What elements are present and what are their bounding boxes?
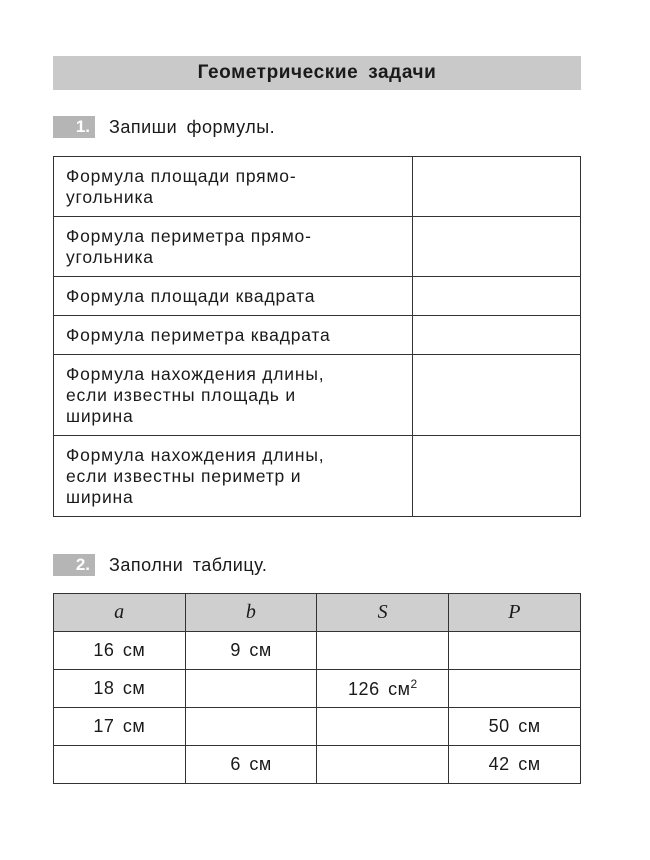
formula-answer-cell[interactable] [413,355,581,436]
column-header-a: a [54,594,186,632]
section-title: Геометрические задачи [197,62,437,83]
formula-prompt: Формула нахождения длины, если известны периметр и ширина [54,436,413,517]
formula-answer-cell[interactable] [413,217,581,277]
table-cell-empty[interactable] [185,670,317,708]
table-row [54,746,581,784]
formula-answer-cell[interactable] [413,277,581,316]
table-cell: 50 см [449,708,581,746]
task-2-instruction: Заполни таблицу. [109,554,268,575]
table-cell: 18 см [54,670,186,708]
fill-table [53,593,581,784]
table-row [54,316,581,355]
table-cell: 42 см [449,746,581,784]
table-cell-empty[interactable] [317,746,449,784]
formulas-table [53,156,581,517]
table-row [54,670,581,708]
table-cell: 6 см [185,746,317,784]
column-header-s: S [317,594,449,632]
table-cell-empty[interactable] [317,708,449,746]
table-cell: 17 см [54,708,186,746]
area-value: 126 см [348,679,411,699]
task-2-heading [53,554,267,576]
formula-prompt: Формула нахождения длины, если известны площадь и ширина [54,355,413,436]
table-cell-empty[interactable] [449,632,581,670]
table-header-row [54,594,581,632]
task-1-instruction: Запиши формулы. [109,116,276,137]
table-row [54,217,581,277]
task-1-number: 1. [53,116,95,138]
table-cell: 9 см [185,632,317,670]
task-2-number: 2. [53,554,95,576]
table-cell [317,670,449,708]
formula-answer-cell[interactable] [413,436,581,517]
table-row [54,355,581,436]
table-row [54,632,581,670]
table-cell-empty[interactable] [185,708,317,746]
table-row [54,277,581,316]
task-1-heading [53,116,275,138]
formula-prompt: Формула площади прямо- угольника [54,157,413,217]
formula-prompt: Формула площади квадрата [54,277,413,316]
table-cell-empty[interactable] [317,632,449,670]
formula-prompt: Формула периметра квадрата [54,316,413,355]
formula-answer-cell[interactable] [413,157,581,217]
table-cell-empty[interactable] [449,670,581,708]
formula-prompt: Формула периметра прямо- угольника [54,217,413,277]
area-unit-power: 2 [410,677,418,691]
section-header [53,56,581,90]
table-row [54,157,581,217]
table-cell-empty[interactable] [54,746,186,784]
table-row [54,436,581,517]
table-row [54,708,581,746]
table-cell: 16 см [54,632,186,670]
column-header-p: P [449,594,581,632]
column-header-b: b [185,594,317,632]
formula-answer-cell[interactable] [413,316,581,355]
